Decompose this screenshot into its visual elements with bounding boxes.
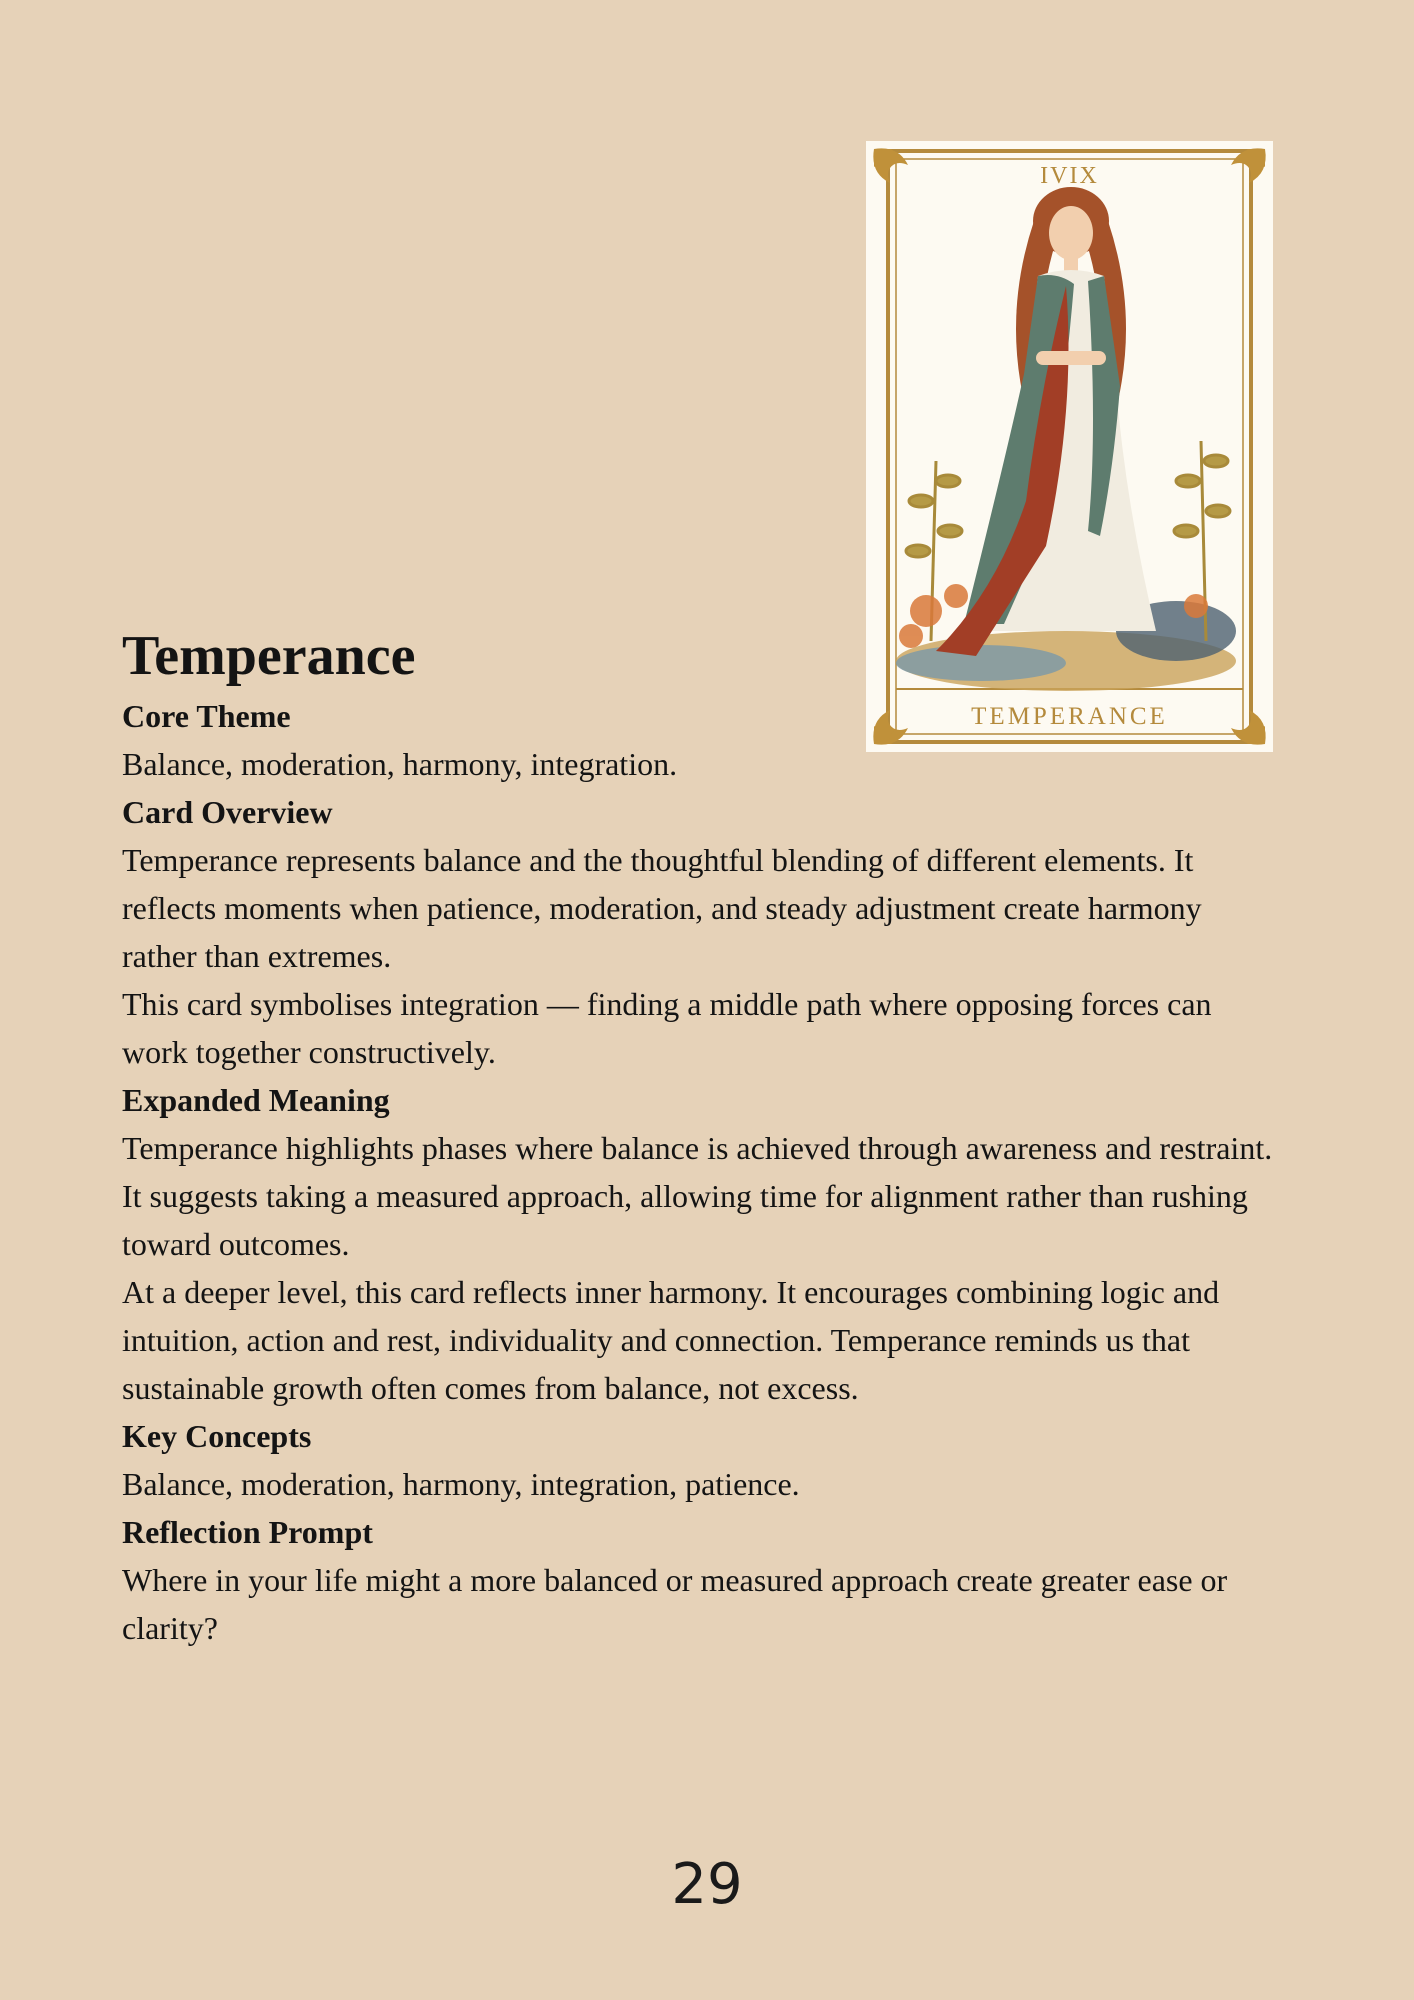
card-numeral: IVIX: [1040, 163, 1099, 189]
section-heading-expanded-meaning: Expanded Meaning: [122, 1082, 390, 1118]
card-overview-paragraph: Temperance represents balance and the thoughtful blending of different elements. It reflects moments when patience, moderation, and steady adjustment create harmony rather than extremes.: [122, 842, 1202, 974]
section-heading-core-theme: Core Theme: [122, 698, 291, 734]
page-title: Temperance: [122, 625, 416, 687]
page-content: [122, 620, 1282, 1652]
page-number: 29: [671, 1852, 743, 1917]
reflection-prompt-text: Where in your life might a more balanced or measured approach create greater ease or clarity?: [122, 1562, 1228, 1646]
card-name: TEMPERANCE: [971, 703, 1168, 730]
key-concepts-text: Balance, moderation, harmony, integration, patience.: [122, 1466, 800, 1502]
card-overview-paragraph: This card symbolises integration — finding a middle path where opposing forces can work together constructively.: [122, 986, 1212, 1070]
expanded-meaning-paragraph: At a deeper level, this card reflects inner harmony. It encourages combining logic and intuition, action and rest, individuality and connection. Temperance reminds us that sustainable growth often comes from balance, not excess.: [122, 1274, 1220, 1406]
core-theme-text: Balance, moderation, harmony, integration.: [122, 746, 678, 782]
section-heading-card-overview: Card Overview: [122, 794, 333, 830]
section-heading-reflection-prompt: Reflection Prompt: [122, 1514, 373, 1550]
section-heading-key-concepts: Key Concepts: [122, 1418, 312, 1454]
expanded-meaning-paragraph: Temperance highlights phases where balance is achieved through awareness and restraint. It suggests taking a measured approach, allowing time for alignment rather than rushing toward outcomes.: [122, 1130, 1273, 1262]
